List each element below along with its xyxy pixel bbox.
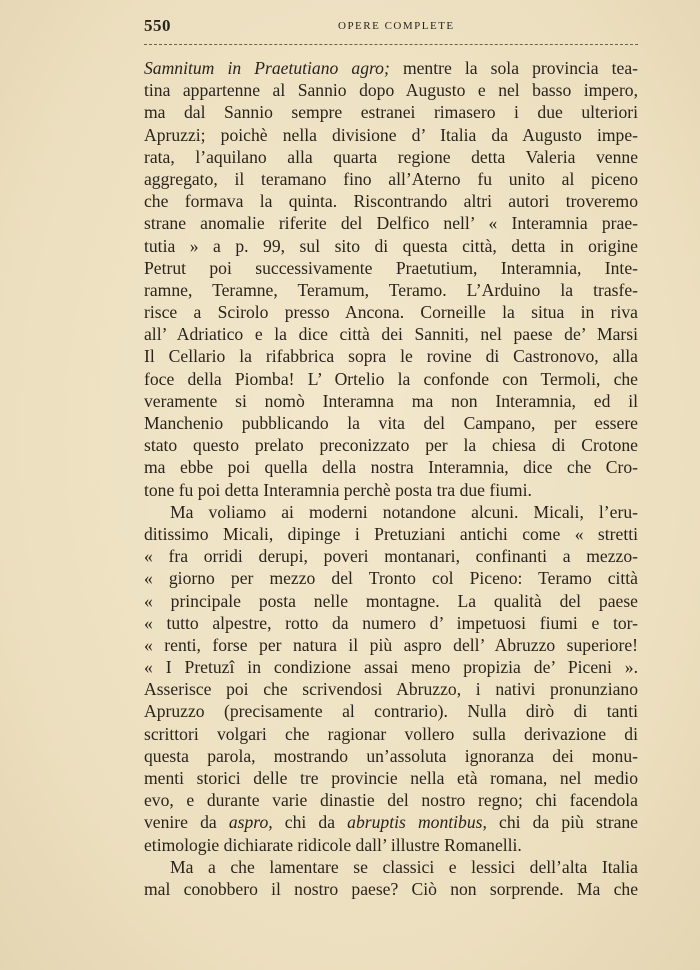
text-line: « tutto alpestre, rotto da numero d’ impetuosi fiumi e tor- — [144, 612, 638, 633]
text-line: ditissimo Micali, dipinge i Pretuziani antichi come « stretti — [144, 523, 638, 544]
page-header — [144, 16, 638, 38]
text-line: Ma voliamo ai moderni notandone alcuni. Micali, l’eru- — [170, 501, 638, 522]
text-line: « principale posta nelle montagne. La qualità del paese — [144, 590, 638, 611]
text-line: Samnitum in Praetutiano agro; mentre la sola provincia tea- — [144, 58, 638, 78]
text-line: Il Cellario la rifabbrica sopra le rovine di Castronovo, alla — [144, 346, 638, 367]
text-line: veramente si nomò Interamna ma non Interamnia, ed il — [144, 390, 638, 411]
text-line: scrittori volgari che ragionar vollero sulla derivazione di — [144, 723, 638, 744]
text-line: « giorno per mezzo del Tronto col Piceno: Teramo città — [144, 568, 638, 589]
text-line: questa parola, mostrando un’assoluta ignoranza dei monu- — [144, 745, 638, 766]
text-line: strane anomalie riferite del Delfico nell’ « Interamnia prae- — [144, 213, 638, 234]
text-line: Petrut poi successivamente Praetutium, Interamnia, Inte- — [144, 257, 638, 278]
text-line: Manchenio pubblicando la vita del Campano, per essere — [144, 413, 638, 433]
text-line: ma dal Sannio sempre estranei rimasero i due ulteriori — [144, 102, 638, 123]
text-line: aggregato, il teramano fino all’Aterno fu unito al piceno — [144, 168, 638, 189]
text-line: rata, l’aquilano alla quarta regione detta Valeria venne — [144, 146, 638, 167]
text-line: Apruzzo (precisamente al contrario). Nulla dirò di tanti — [144, 701, 638, 722]
text-line: tina appartenne al Sannio dopo Augusto e nel basso impero, — [144, 80, 638, 101]
text-line: foce della Piomba! L’ Ortelio la confonde con Termoli, che — [144, 368, 638, 389]
text-line: Apruzzi; poichè nella divisione d’ Italia da Augusto impe- — [144, 124, 638, 145]
text-line: mal conobbero il nostro paese? Ciò non sorprende. Ma che — [144, 878, 638, 899]
text-line: risce a Scirolo presso Ancona. Corneille la situa in riva — [144, 302, 638, 323]
text-line: « fra orridi derupi, poveri montanari, confinanti a mezzo- — [144, 546, 638, 567]
header-rule — [144, 44, 638, 45]
text-line: all’ Adriatico e la dice città dei Sanniti, nel paese de’ Marsi — [144, 324, 638, 345]
text-line: Ma a che lamentare se classici e lessici dell’alta Italia — [170, 856, 638, 877]
text-line: « renti, forse per natura il più aspro dell’ Abruzzo superiore! — [144, 634, 638, 655]
text-line: « I Pretuzî in condizione assai meno propizia de’ Piceni ». — [144, 657, 638, 678]
text-line: ma ebbe poi quella della nostra Interamnia, dice che Cro- — [144, 457, 638, 478]
text-line: stato questo prelato preconizzato per la chiesa di Crotone — [144, 435, 638, 456]
text-line: ramne, Teramne, Teramum, Teramo. L’Arduino la trasfe- — [144, 279, 638, 300]
text-line: che formava la quinta. Riscontrando altri autori troveremo — [144, 191, 638, 212]
text-line: tone fu poi detta Interamnia perchè posta tra due fiumi. — [144, 479, 532, 500]
text-line: etimologie dichiarate ridicole dall’ illustre Romanelli. — [144, 834, 522, 855]
text-line: menti storici delle tre provincie nella età romana, nel medio — [144, 768, 638, 788]
text-line: tutia » a p. 99, sul sito di questa città, detta in origine — [144, 235, 638, 256]
running-title: OPERE COMPLETE — [338, 20, 455, 32]
body-text — [144, 57, 638, 900]
page-number: 550 — [144, 16, 171, 35]
text-line: Asserisce poi che scrivendosi Abruzzo, i nativi pronunziano — [144, 679, 638, 700]
text-line: venire da aspro, chi da abruptis montibus, chi da più strane — [144, 812, 638, 833]
text-line: evo, e durante varie dinastie del nostro regno; chi facendola — [144, 790, 638, 811]
